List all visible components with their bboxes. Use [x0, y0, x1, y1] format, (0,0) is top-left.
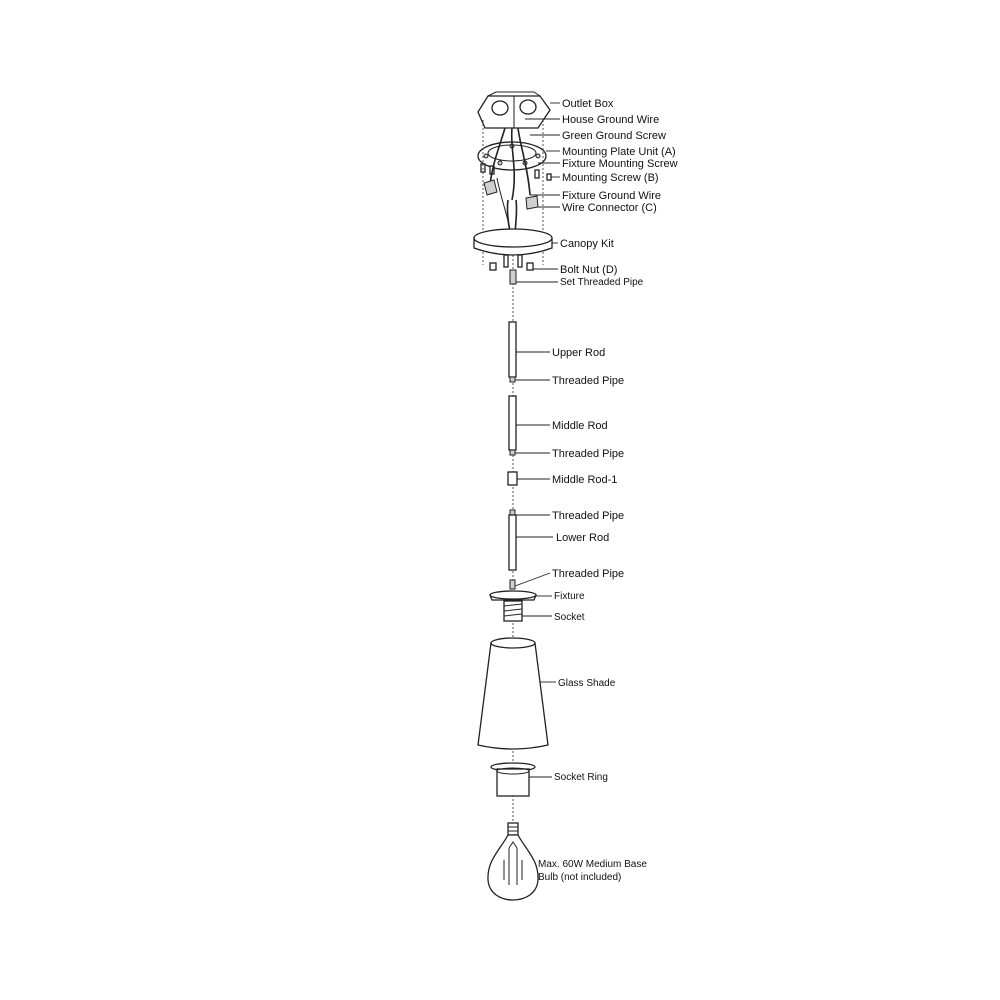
threaded-pipe-part-3 — [510, 510, 515, 515]
canopy-stem-left — [504, 255, 508, 267]
canopy-part — [474, 229, 552, 255]
label-middle-rod-1: Middle Rod-1 — [552, 474, 618, 486]
bolt-nut-right — [527, 263, 533, 270]
label-threaded-pipe-4: Threaded Pipe — [552, 568, 625, 580]
fixture-part — [490, 591, 536, 600]
socket-part — [504, 601, 522, 621]
label-threaded-pipe-2: Threaded Pipe — [552, 448, 625, 460]
label-mounting-screw: Mounting Screw (B) — [562, 172, 659, 184]
label-lower-rod: Lower Rod — [556, 532, 610, 544]
middle-rod-1-part — [508, 472, 517, 485]
threaded-pipe-part-4 — [510, 580, 515, 589]
label-bolt-nut: Bolt Nut (D) — [560, 264, 618, 276]
label-glass-shade: Glass Shade — [558, 678, 616, 689]
label-upper-rod: Upper Rod — [552, 347, 606, 359]
label-threaded-pipe-1: Threaded Pipe — [552, 375, 625, 387]
label-set-threaded-pipe: Set Threaded Pipe — [560, 277, 644, 288]
label-socket: Socket — [554, 612, 585, 623]
label-house-ground-wire: House Ground Wire — [562, 114, 660, 126]
label-bulb-line2: Bulb (not included) — [538, 872, 622, 883]
glass-shade-part — [478, 638, 548, 749]
label-green-ground-screw: Green Ground Screw — [562, 130, 666, 142]
label-bulb-line1: Max. 60W Medium Base — [538, 859, 647, 870]
outlet-box-part — [478, 92, 550, 128]
label-socket-ring: Socket Ring — [554, 772, 608, 783]
set-threaded-pipe-part — [510, 270, 516, 284]
middle-rod-part — [509, 396, 516, 450]
threaded-pipe-part-1 — [510, 377, 515, 382]
label-wire-connector: Wire Connector (C) — [562, 202, 657, 214]
label-fixture: Fixture — [554, 591, 585, 602]
label-threaded-pipe-3: Threaded Pipe — [552, 510, 625, 522]
label-fixture-ground-wire: Fixture Ground Wire — [562, 190, 662, 202]
lower-rod-part — [509, 515, 516, 570]
threaded-pipe-part-2 — [510, 450, 515, 455]
socket-ring-part — [491, 763, 535, 796]
label-middle-rod: Middle Rod — [552, 420, 608, 432]
upper-rod-part — [509, 322, 516, 377]
label-canopy-kit: Canopy Kit — [560, 238, 614, 250]
bulb-part — [488, 823, 538, 900]
label-fixture-mounting-screw: Fixture Mounting Screw — [562, 158, 678, 170]
canopy-stem-right — [518, 255, 522, 267]
bolt-nut-left — [490, 263, 496, 270]
label-mounting-plate-unit: Mounting Plate Unit (A) — [562, 146, 676, 158]
label-outlet-box: Outlet Box — [562, 98, 614, 110]
